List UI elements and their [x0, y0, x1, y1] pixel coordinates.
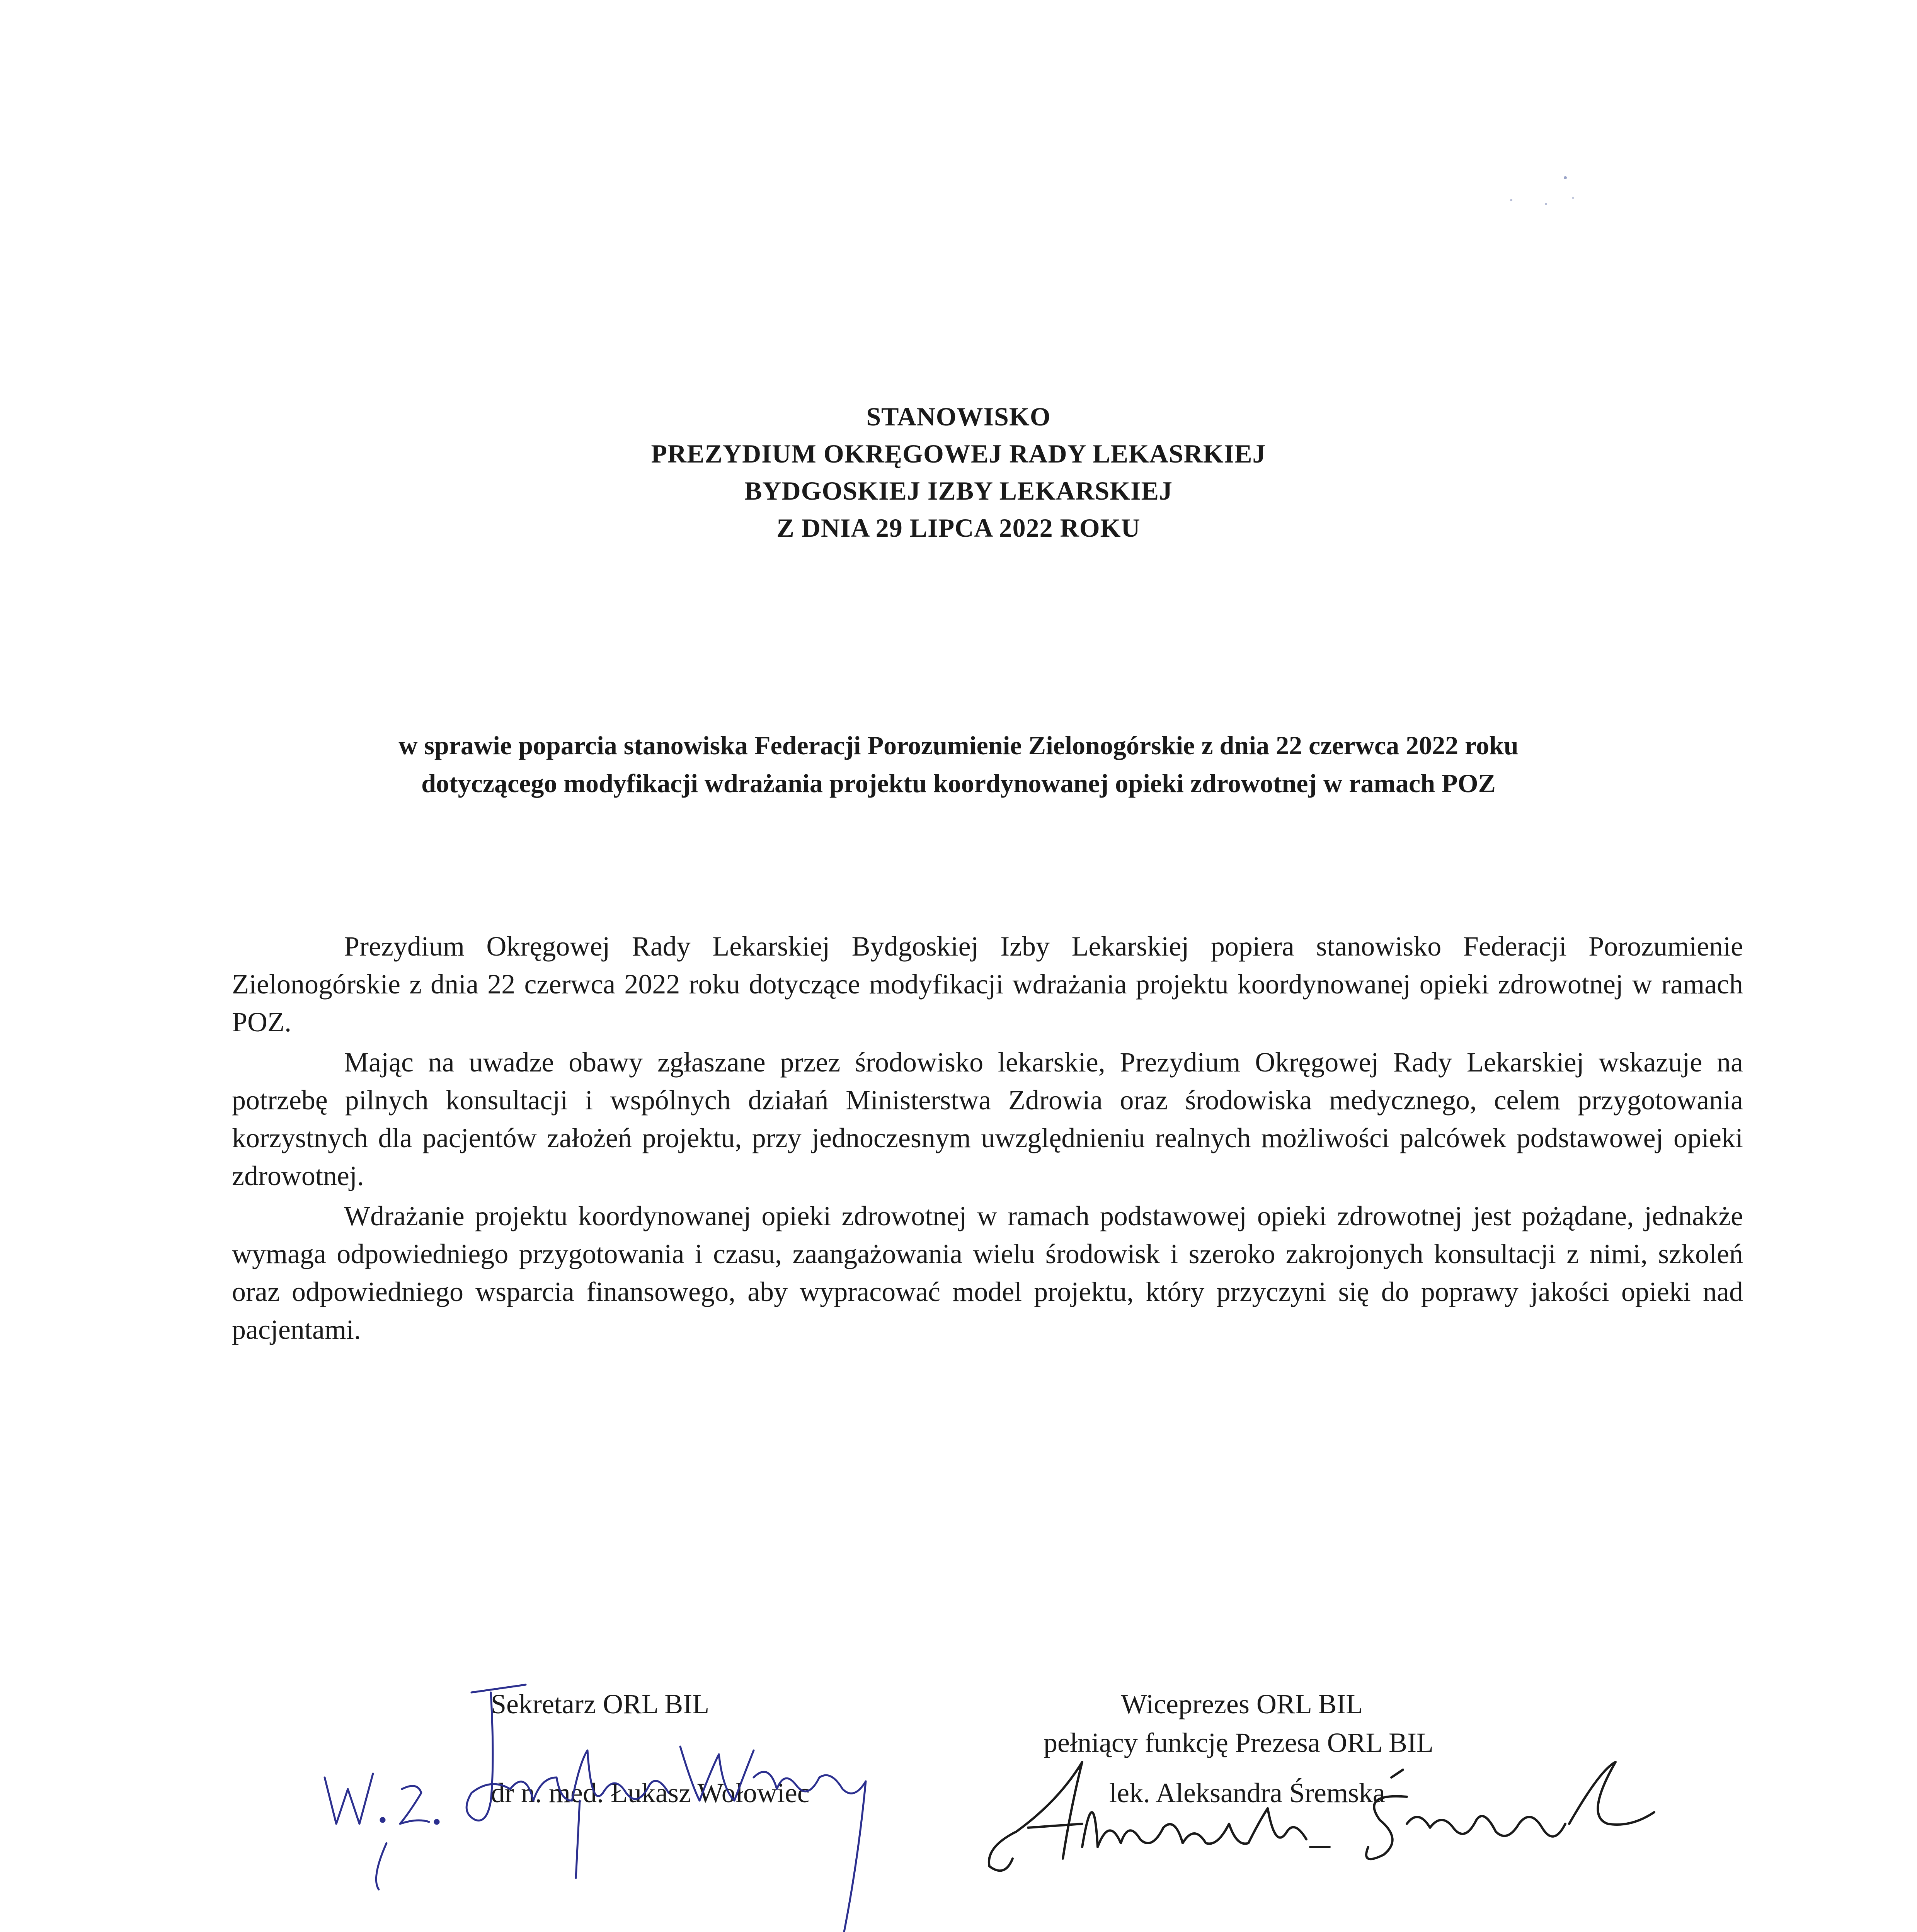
- secretary-name: dr n. med. Łukasz Wołowiec: [491, 1777, 810, 1808]
- document-heading: [0, 398, 1917, 546]
- subject-line-1: w sprawie poparcia stanowiska Federacji Porozumienie Zielonogórskie z dnia 22 czerwca 2022 roku: [398, 731, 1519, 760]
- document-body: [232, 927, 1743, 1351]
- secretary-role: Sekretarz ORL BIL: [491, 1689, 710, 1719]
- body-paragraph-2: Mając na uwadze obawy zgłaszane przez środowisko lekarskie, Prezydium Okręgowej Rady Lekarskiej wskazuje na potrzebę pilnych konsultacji i wspólnych działań Ministerstwa Zdrowia oraz środowiska medycznego, celem przygotowania korzystnych dla pacjentów założeń projektu, przy jednoczesnym uwzględnieniu realnych możliwości palcówek podstawowej opieki zdrowotnej.: [232, 1047, 1743, 1191]
- heading-line-2: PREZYDIUM OKRĘGOWEJ RADY LEKASRKIEJ: [651, 439, 1266, 468]
- heading-line-1: STANOWISKO: [866, 402, 1051, 431]
- subject-line-2: dotyczącego modyfikacji wdrażania projektu koordynowanej opieki zdrowotnej w ramach POZ: [421, 769, 1496, 798]
- heading-line-3: BYDGOSKIEJ IZBY LEKARSKIEJ: [744, 476, 1173, 505]
- scan-artifact-dots: [1469, 170, 1585, 216]
- body-paragraph-1: Prezydium Okręgowej Rady Lekarskiej Bydgoskiej Izby Lekarskiej popiera stanowisko Federacji Porozumienie Zielonogórskie z dnia 22 czerwca 2022 roku dotyczące modyfikacji wdrażania projektu koordynowanej opieki zdrowotnej w ramach POZ.: [232, 931, 1743, 1037]
- vice-president-name: lek. Aleksandra Śremska: [1109, 1777, 1385, 1808]
- vice-president-role: Wiceprezes ORL BIL: [1121, 1689, 1363, 1719]
- document-subject: [0, 726, 1917, 802]
- body-paragraph-3: Wdrażanie projektu koordynowanej opieki zdrowotnej w ramach podstawowej opieki zdrowotnej jest pożądane, jednakże wymaga odpowiedniego przygotowania i czasu, zaangażowania wielu środowisk i szeroko zakrojonych konsultacji z nimi, szkoleń oraz odpowiedniego wsparcia finansowego, aby wypracować model projektu, który przyczyni się do poprawy jakości opieki nad pacjentami.: [232, 1201, 1743, 1345]
- signature-block-secretary: [491, 1685, 955, 1812]
- acting-president-role: pełniący funkcję Prezesa ORL BIL: [1044, 1727, 1433, 1758]
- heading-line-4: Z DNIA 29 LIPCA 2022 ROKU: [776, 513, 1141, 543]
- signature-block-vice-president: [1044, 1685, 1623, 1812]
